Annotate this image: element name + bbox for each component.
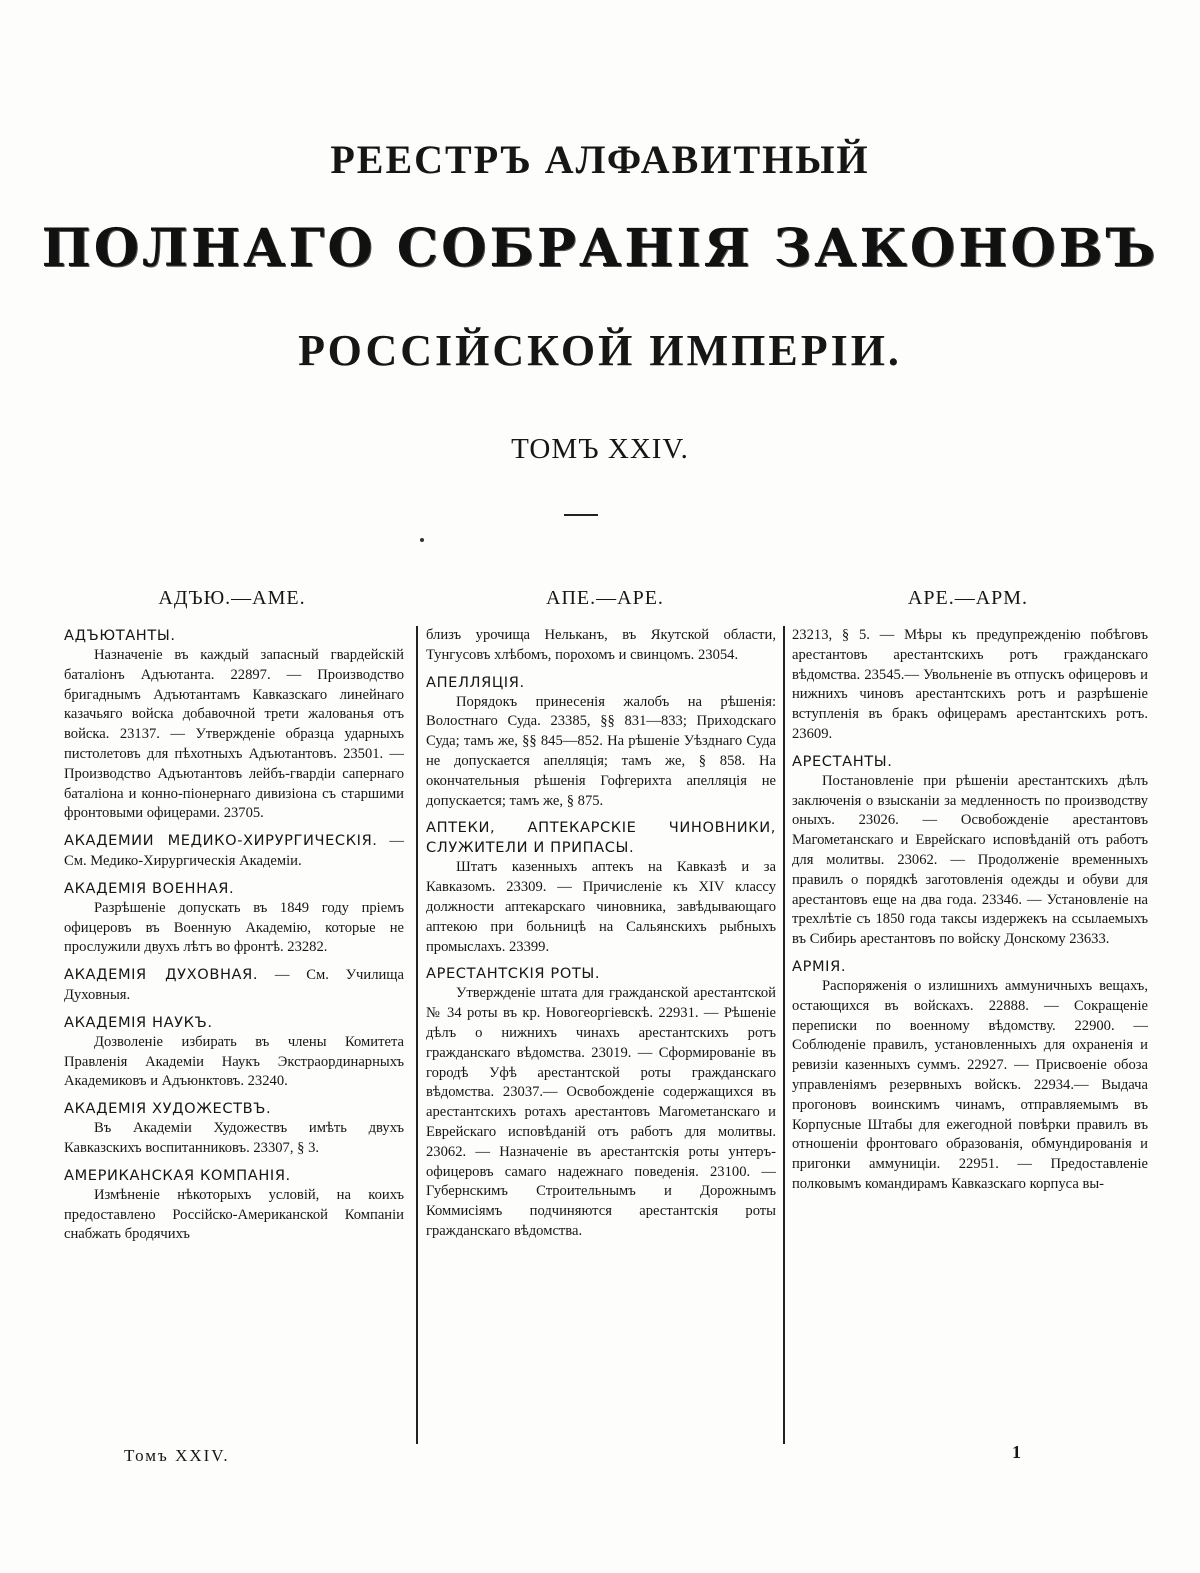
column-1 [64,626,404,1444]
entry-text: Постановленіе при рѣшеніи арестантскихъ дѣлъ заключенія о взысканіи за медленность по производству оныхъ. 23026. — Освобожденіе арестантовъ Магометанскаго и Еврейскаго исповѣданій отъ работъ для молитвы. 23062. — Продолженіе временныхъ правилъ о порядкѣ заготовленія одежды и обуви для арестантовъ еще на два года. 23346. — Установленіе на трехлѣтіе съ 1850 года таксы издержекъ на ссылаемыхъ въ Сибирь арестантовъ по войску Донскому 23633. [792,772,1148,948]
entry-text: — См. Училища Духовныя. [64,967,404,1003]
column-3 [792,626,1148,1444]
entry-heading: АКАДЕМІЯ ДУХОВНАЯ. [64,966,259,984]
entry-line [64,965,404,1006]
entry-heading: АМЕРИКАНСКАЯ КОМПАНІЯ. [64,1166,291,1184]
entry-heading: АКАДЕМІЯ ХУДОЖЕСТВЪ. [64,1100,272,1118]
volume-label: ТОМЪ XXIV. [511,433,689,465]
entry-heading: АРЕСТАНТЫ. [792,752,893,770]
index-entry [64,831,404,872]
entry-text: Въ Академіи Художествъ имѣть двухъ Кавказскихъ воспитанниковъ. 23307, § 3. [64,1120,404,1156]
index-entry [792,957,1148,1195]
page-number: 1 [1012,1442,1021,1462]
signature-mark: Томъ XXIV. [124,1446,230,1465]
index-entry [792,752,1148,950]
column-2-header: АПЕ.—АРЕ. [546,587,664,609]
column-1-header: АДЪЮ.—АМЕ. [158,587,306,609]
entry-text: —См. Медико-Хирургическія Академіи. [64,833,404,869]
entry-heading: АКАДЕМИИ МЕДИКО-ХИРУРГИЧЕСКІЯ. [64,832,378,850]
title-rule [564,514,598,516]
index-entry [426,818,776,957]
index-entry [792,626,1148,745]
entry-heading: АПТЕКИ, АПТЕКАРСКІЕ ЧИНОВНИКИ, СЛУЖИТЕЛИ И ПРИПАСЫ. [426,819,776,857]
entry-heading: АПЕЛЛЯЦІЯ. [426,673,525,691]
index-entry [64,879,404,958]
entry-text: Назначеніе въ каждый запасный гвардейскій баталіонъ Адъютанта. 22897. — Производство бригаднымъ Адъютантамъ Кавказскаго линейнаго казачьяго войска добавочной трети жалованья отъ войска. 23137. — Утвержденіе образца ударныхъ пистолетовъ для пѣхотныхъ Адъютантовъ. 23501. — Производство Адъютантовъ лейбъ-гвардіи сапернаго баталіона и конно-піонернаго дивизіона съ старшими фронтовыми офицерами. 23705. [64,647,404,822]
index-entry [426,626,776,666]
entry-text: Утвержденіе штата для гражданской арестантской № 34 роты въ кр. Новогеоргіевскѣ. 22931. — Рѣшеніе дѣлъ о нижнихъ чинахъ арестантскихъ ротъ гражданскаго вѣдомства. 23019. — Сформированіе въ городѣ Уфѣ арестантской роты гражданскаго вѣдомства. 23037.— Освобожденіе содержащихся въ арестантскихъ ротахъ арестантовъ Магометанскаго и Еврейскаго исповѣданій отъ работъ для молитвы. 23062. — Назначеніе въ арестантскія роты унтеръ-офицеровъ самаго надежнаго поведенія. 23100. —Губернскимъ Строительнымъ и Дорожнымъ Коммисіямъ подчиняются арестантскія роты гражданскаго вѣдомства. [426,985,776,1239]
entry-text: Дозволеніе избирать въ члены Комитета Правленія Академіи Наукъ Экстраординарныхъ Академиковъ и Адъюнктовъ. 23240. [64,1033,404,1090]
entry-heading: АКАДЕМІЯ НАУКЪ. [64,1013,213,1031]
print-speck [420,538,424,542]
entry-heading: АКАДЕМІЯ ВОЕННАЯ. [64,879,235,897]
title-line-3: РОССІЙСКОЙ ИМПЕРІИ. [298,326,902,375]
title-line-2: ПОЛНАГО СОБРАНІЯ ЗАКОНОВЪ [41,218,1159,279]
entry-heading: АРМІЯ. [792,957,847,975]
index-entry [64,1099,404,1159]
column-divider-1 [416,626,418,1444]
entry-text: Распоряженія о излишнихъ аммуничныхъ вещахъ, остающихся въ войскахъ. 22888. — Сокращеніе переписки по военному вѣдомству. 22900. — Соблюденіе правилъ, установленныхъ для охраненія и ревизіи казенныхъ суммъ. 22927. — Присвоеніе обоза управленіямъ резервныхъ войскъ. 22934.— Выдача прогоновъ воинскимъ чинамъ, отправляемымъ въ Корпусные Штабы для ежегодной повѣрки правилъ въ отношеніи фронтоваго образованія, обмундированія и пригонки аммуниціи. 22951. — Предоставленіе полковымъ командирамъ Кавказскаго корпуса вы- [792,977,1148,1192]
entry-text: 23213, § 5. — Мѣры къ предупрежденію побѣговъ арестантовъ арестантскихъ ротъ гражданскаго вѣдомства. 23545.— Увольненіе въ отпускъ офицеровъ и нижнихъ чиновъ арестантскихъ ротъ и разрѣшеніе вступленія въ бракъ офицерамъ арестантскихъ ротъ. 23609. [792,627,1148,742]
entry-text: близъ урочища Нельканъ, въ Якутской области, Тунгусовъ хлѣбомъ, порохомъ и свинцомъ. 23054. [426,627,776,663]
entry-line [64,831,404,872]
entry-heading: АРЕСТАНТСКІЯ РОТЫ. [426,965,601,983]
entry-text: Штатъ казенныхъ аптекъ на Кавказѣ и за Кавказомъ. 23309. — Причисленіе къ XIV классу должности аптекарскаго чиновника, завѣдывающаго аптекою при больницѣ на Сальянскихъ рыбныхъ промыслахъ. 23399. [426,859,776,955]
index-entry [64,965,404,1006]
entry-text: Измѣненіе нѣкоторыхъ условій, на коихъ предоставлено Россійско-Американской Компаніи снабжать бродячихъ [64,1186,404,1243]
index-entry [64,1013,404,1092]
entry-heading: АДЪЮТАНТЫ. [64,627,176,644]
index-entry [426,964,776,1241]
column-3-header: АРЕ.—АРМ. [907,587,1029,609]
column-2 [426,626,776,1444]
index-entry [64,626,404,824]
column-divider-2 [783,626,785,1444]
entry-text: Порядокъ принесенія жалобъ на рѣшенія: Волостнаго Суда. 23385, §§ 831—833; Приходскаго Суда; тамъ же, §§ 845—852. На рѣшеніе Уѣзднаго Суда не допускается апелляція; тамъ же, § 858. На окончательныя рѣшенія Гофгерихта апелляція не допускается; тамъ же, § 875. [426,693,776,809]
index-entry [64,1166,404,1245]
title-line-1: РЕЕСТРЪ АЛФАВИТНЫЙ [330,137,870,182]
entry-text: Разрѣшеніе допускать въ 1849 году пріемъ офицеровъ въ Военную Академію, которые не прослужили двухъ лѣтъ во фронтѣ. 23282. [64,899,404,956]
index-entry [426,673,776,812]
